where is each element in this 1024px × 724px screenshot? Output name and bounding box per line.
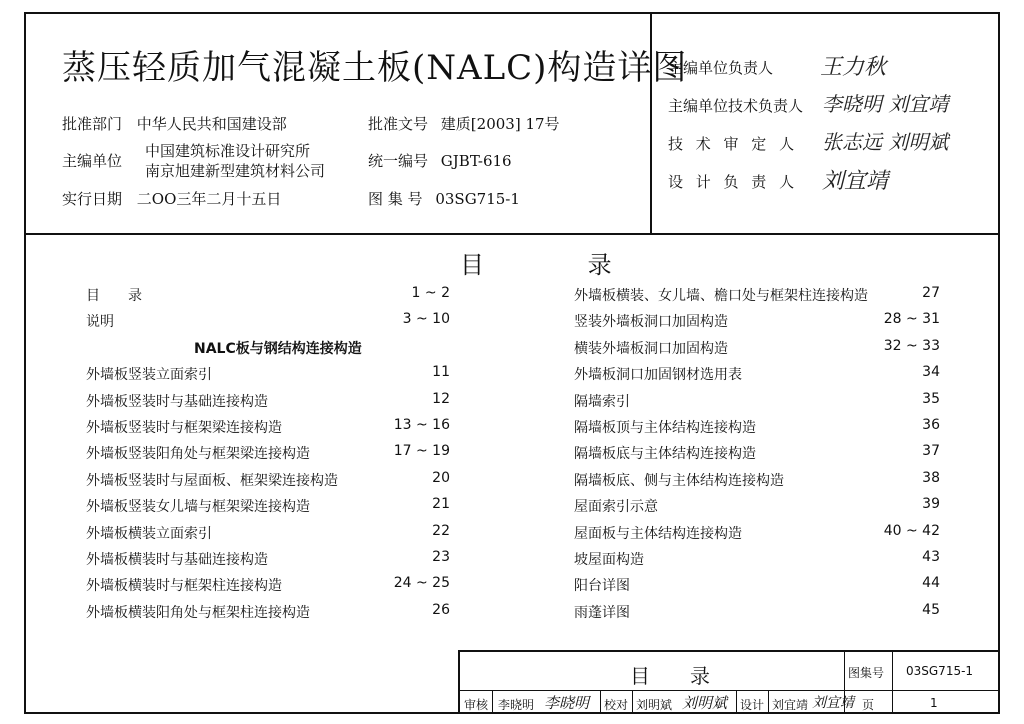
toc-entry <box>574 602 940 622</box>
toc-entry <box>574 443 940 463</box>
toc-entry <box>574 311 940 331</box>
atlas-no-row <box>368 188 520 209</box>
toc-entry-pages: 43 <box>922 549 940 565</box>
responsible-signature: 刘宜靖 <box>822 169 889 194</box>
effective-date-value: 二OO三年二月十五日 <box>136 190 282 208</box>
review-name: 李晓明 <box>498 698 535 712</box>
toc-entry <box>574 496 940 516</box>
page-label: 页 <box>862 698 875 712</box>
toc-entry-pages: 11 <box>432 364 450 381</box>
responsible-role: 技 术 审 定 人 <box>668 135 799 153</box>
toc-entry <box>574 523 940 543</box>
check-name: 刘明斌 <box>636 698 673 712</box>
toc-entry-title: 隔墙板底、侧与主体结构连接构造 <box>574 472 784 489</box>
toc-entry-title: 外墙板横装时与框架柱连接构造 <box>86 578 282 595</box>
approval-dept-value: 中华人民共和国建设部 <box>136 115 287 133</box>
check-signature: 刘明斌 <box>682 694 728 712</box>
approval-dept-label: 批准部门 <box>62 115 123 133</box>
unified-no-label: 统一编号 <box>368 152 429 170</box>
toc-entry-pages: 37 <box>922 443 940 460</box>
toc-entry <box>86 417 450 437</box>
review-label: 审核 <box>464 698 489 712</box>
toc-entry-title: 隔墙索引 <box>574 393 630 410</box>
toc-entry-title: 外墙板竖装时与基础连接构造 <box>86 393 268 410</box>
review-signature: 李晓明 <box>544 694 590 712</box>
effective-date-label: 实行日期 <box>62 190 123 208</box>
atlas-no-label: 图 集 号 <box>368 190 423 208</box>
toc-entry <box>86 602 450 622</box>
toc-entry-title: 竖装外墙板洞口加固构造 <box>574 314 728 331</box>
toc-entry <box>86 311 450 331</box>
toc-entry-pages: 44 <box>922 575 940 592</box>
design-label: 设计 <box>740 698 765 712</box>
toc-entry-pages: 13 ~ 16 <box>393 417 450 433</box>
toc-entry-title: NALC板与钢结构连接构造 <box>194 340 362 357</box>
toc-entry-pages: 39 <box>922 496 940 513</box>
atlas-value: 03SG715-1 <box>906 664 974 678</box>
title-block-divider <box>600 690 601 714</box>
toc-entry-title: 外墙板洞口加固钢材选用表 <box>574 367 742 384</box>
design-name: 刘宜靖 <box>772 698 809 712</box>
toc-entry-pages: 20 <box>432 469 450 486</box>
toc-entry-pages: 34 <box>922 364 940 381</box>
toc-entry-title: 外墙板竖装时与屋面板、框架梁连接构造 <box>86 472 338 489</box>
toc-entry <box>574 285 940 305</box>
toc-entry <box>574 575 940 595</box>
toc-entry-title: 外墙板横装、女儿墙、檐口处与框架柱连接构造 <box>574 288 868 304</box>
toc-entry-pages: 21 <box>432 496 450 513</box>
toc-entry-pages: 45 <box>922 601 940 618</box>
responsible-signature: 张志远 刘明斌 <box>822 130 949 154</box>
toc-entry-title: 外墙板横装时与基础连接构造 <box>86 552 268 568</box>
toc-entry-title: 横装外墙板洞口加固构造 <box>574 340 728 357</box>
toc-entry-title: 外墙板横装阳角处与框架柱连接构造 <box>86 604 310 621</box>
toc-entry-title: 外墙板竖装时与框架梁连接构造 <box>86 420 282 436</box>
toc-entry <box>86 470 450 490</box>
header-divider <box>24 233 1000 235</box>
toc-entry-title: 说明 <box>86 314 114 331</box>
toc-entry-pages: 38 <box>922 469 940 486</box>
toc-entry-pages: 28 ~ 31 <box>883 311 940 328</box>
toc-entry <box>574 470 940 490</box>
toc-entry <box>86 443 450 463</box>
title-block-divider <box>736 690 737 714</box>
toc-entry <box>574 391 940 411</box>
toc-entry-pages: 22 <box>432 522 450 539</box>
check-label: 校对 <box>604 698 629 712</box>
toc-entry-pages: 23 <box>432 549 450 565</box>
atlas-title: 蒸压轻质加气混凝土板(NALC)构造详图 <box>62 48 688 88</box>
toc-section-heading <box>86 338 450 358</box>
toc-entry <box>86 364 450 384</box>
approval-no-label: 批准文号 <box>368 115 429 133</box>
responsible-role: 主编单位技术负责人 <box>668 97 804 115</box>
atlas-no-value: 03SG715-1 <box>435 190 520 208</box>
toc-entry-title: 屋面索引示意 <box>574 499 658 516</box>
toc-entry-pages: 32 ~ 33 <box>883 337 940 354</box>
unified-no-value: GJBT-616 <box>440 152 512 170</box>
atlas-label: 图集号 <box>848 666 885 680</box>
chief-unit-label: 主编单位 <box>62 152 123 170</box>
toc-entry-pages: 40 ~ 42 <box>883 522 940 539</box>
toc-entry-pages: 27 <box>922 285 940 301</box>
toc-entry-pages: 24 ~ 25 <box>393 575 450 592</box>
toc-title: 目 录 <box>460 251 660 279</box>
toc-entry <box>574 549 940 569</box>
toc-entry-title: 外墙板竖装女儿墙与框架梁连接构造 <box>86 499 310 516</box>
toc-entry-title: 外墙板竖装立面索引 <box>86 367 212 384</box>
toc-entry <box>86 549 450 569</box>
toc-entry <box>86 575 450 595</box>
title-block <box>458 650 1000 714</box>
toc-entry <box>86 391 450 411</box>
title-block-divider <box>492 690 493 714</box>
toc-entry-pages: 26 <box>432 601 450 618</box>
toc-entry-title: 坡屋面构造 <box>574 552 644 568</box>
toc-entry-title: 阳台详图 <box>574 578 630 595</box>
responsible-signature: 李晓明 刘宜靖 <box>822 92 949 116</box>
toc-entry-pages: 1 ~ 2 <box>411 285 450 301</box>
responsible-role: 设 计 负 责 人 <box>668 173 799 191</box>
toc-entry <box>86 496 450 516</box>
title-block-divider <box>892 652 893 714</box>
toc-entry-pages: 17 ~ 19 <box>393 443 450 460</box>
toc-entry-title: 目 录 <box>86 288 142 304</box>
toc-entry-title: 外墙板横装立面索引 <box>86 525 212 542</box>
chief-unit-line2: 南京旭建新型建筑材料公司 <box>145 162 326 180</box>
effective-date-row <box>62 188 281 209</box>
chief-unit-line1: 中国建筑标准设计研究所 <box>145 142 311 160</box>
page-value: 1 <box>930 696 938 710</box>
toc-entry-title: 屋面板与主体结构连接构造 <box>574 525 742 542</box>
toc-entry-pages: 3 ~ 10 <box>402 311 450 328</box>
toc-entry-pages: 12 <box>432 390 450 407</box>
toc-entry <box>574 338 940 358</box>
toc-entry-pages: 35 <box>922 390 940 407</box>
toc-entry-title: 隔墙板顶与主体结构连接构造 <box>574 420 756 436</box>
toc-entry <box>574 417 940 437</box>
responsible-role: 主编单位负责人 <box>668 59 774 77</box>
unified-no-row <box>368 150 512 171</box>
toc-entry-title: 外墙板竖装阳角处与框架梁连接构造 <box>86 446 310 463</box>
approval-dept-row <box>62 113 287 134</box>
design-signature: 刘宜靖 <box>812 695 854 711</box>
approval-no-value: 建质[2003] 17号 <box>440 115 560 133</box>
toc-entry <box>86 285 450 305</box>
title-block-divider <box>768 690 769 714</box>
approval-no-row <box>368 113 560 134</box>
sheet-title: 目 录 <box>630 664 710 688</box>
toc-entry-title: 雨蓬详图 <box>574 604 630 621</box>
toc-entry <box>574 364 940 384</box>
title-block-divider <box>632 690 633 714</box>
responsible-signature: 王力秋 <box>820 55 887 80</box>
toc-entry <box>86 523 450 543</box>
toc-entry-title: 隔墙板底与主体结构连接构造 <box>574 446 756 463</box>
toc-entry-pages: 36 <box>922 417 940 433</box>
